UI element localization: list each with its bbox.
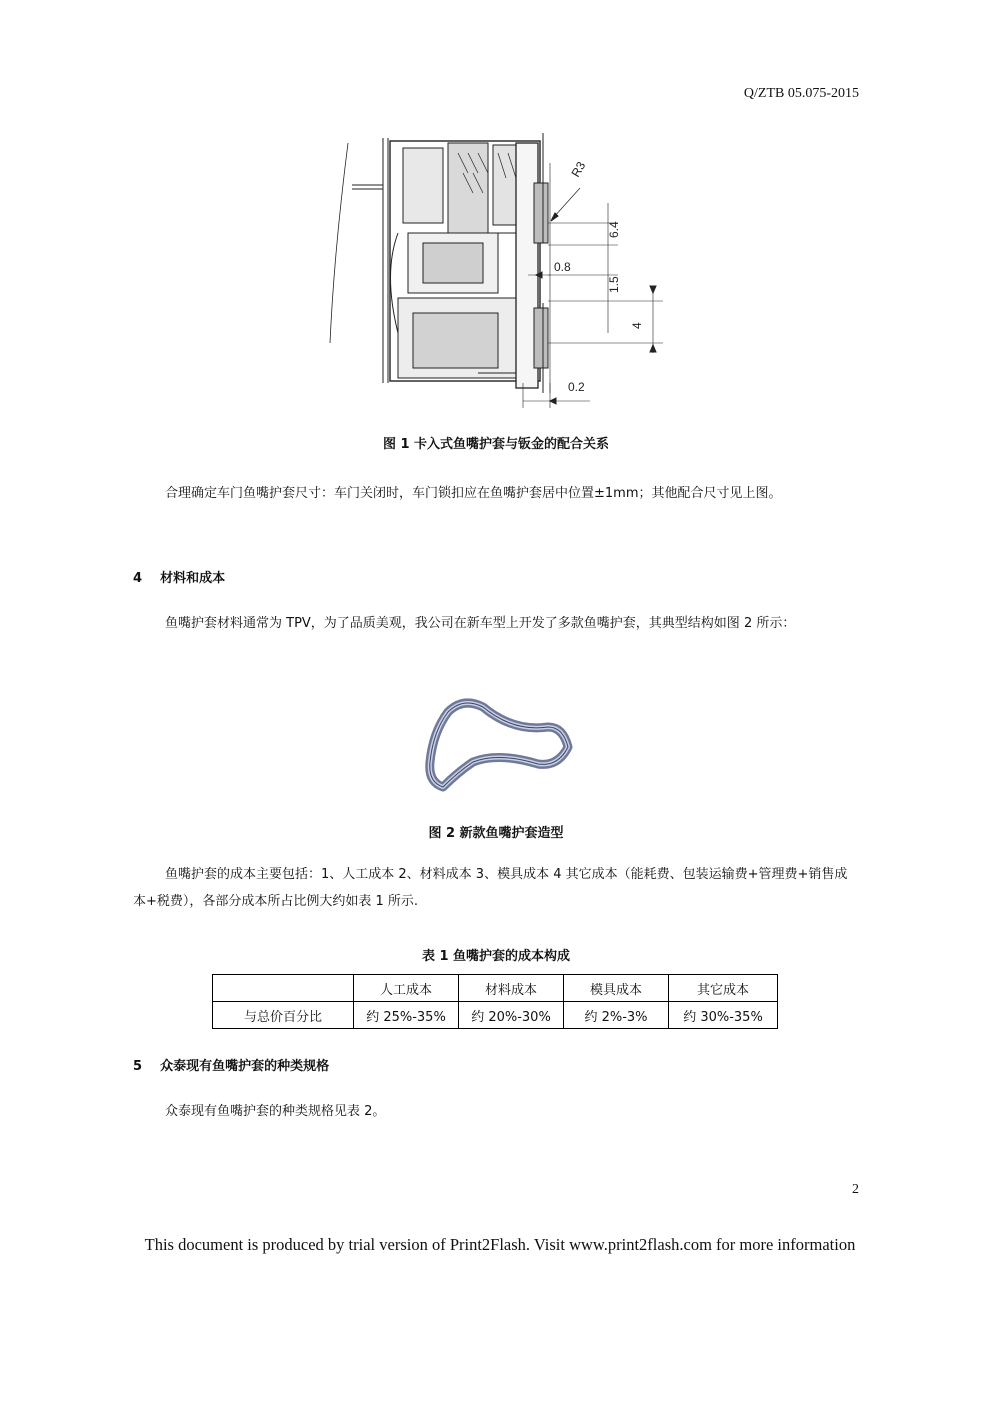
- table-header-cell: 材料成本: [459, 975, 564, 1002]
- paragraph-specs: 众泰现有鱼嘴护套的种类规格见表 2。: [165, 1104, 386, 1119]
- figure-2-sheath-image: [418, 692, 578, 802]
- section-4-heading: [133, 567, 225, 586]
- table-header-cell: [213, 975, 354, 1002]
- dim-0-2: 0.2: [568, 380, 585, 394]
- section-4-number: 4: [133, 571, 143, 586]
- section-5-number: 5: [133, 1059, 143, 1074]
- table-cell: 约 20%-30%: [459, 1002, 564, 1029]
- figure-2-caption: 图 2 新款鱼嘴护套造型: [428, 826, 564, 841]
- table-row: [213, 1002, 778, 1029]
- table-cell: 约 25%-35%: [354, 1002, 459, 1029]
- section-5-heading: [133, 1055, 329, 1074]
- document-id: Q/ZTB 05.075-2015: [743, 86, 859, 101]
- table-cell: 约 2%-3%: [564, 1002, 669, 1029]
- dim-4: 4: [630, 322, 644, 329]
- table-header-cell: 人工成本: [354, 975, 459, 1002]
- cost-table: [212, 974, 778, 1029]
- paragraph-dimensions: 合理确定车门鱼嘴护套尺寸：车门关闭时，车门锁扣应在鱼嘴护套居中位置±1mm；其他配合尺寸见上图。: [165, 486, 782, 501]
- trial-notice: This document is produced by trial version of Print2Flash. Visit www.print2flash.com for more information: [144, 1235, 856, 1254]
- figure-1-drawing: [328, 133, 668, 413]
- table-cell: 与总价百分比: [213, 1002, 354, 1029]
- section-4-title: 材料和成本: [160, 571, 226, 586]
- page-number: 2: [852, 1182, 859, 1197]
- dim-6-4: 6.4: [607, 221, 621, 238]
- table-header-cell: 模具成本: [564, 975, 669, 1002]
- paragraph-cost: 鱼嘴护套的成本主要包括：1、人工成本 2、材料成本 3、模具成本 4 其它成本（能耗费、包装运输费+管理费+销售成本+税费），各部分成本所占比例大约如表 1 所示.: [133, 867, 848, 909]
- section-5-title: 众泰现有鱼嘴护套的种类规格: [160, 1059, 330, 1074]
- dim-0-8: 0.8: [554, 260, 571, 274]
- paragraph-materials: 鱼嘴护套材料通常为 TPV，为了品质美观，我公司在新车型上开发了多款鱼嘴护套，其典型结构如图 2 所示：: [165, 616, 796, 631]
- table-header-cell: 其它成本: [669, 975, 778, 1002]
- table-cell: 约 30%-35%: [669, 1002, 778, 1029]
- dim-1-5: 1.5: [607, 276, 621, 293]
- table-1-caption: 表 1 鱼嘴护套的成本构成: [421, 949, 571, 964]
- table-header-row: [213, 975, 778, 1002]
- dim-r3: R3: [568, 159, 589, 180]
- figure-1-caption: 图 1 卡入式鱼嘴护套与钣金的配合关系: [382, 437, 610, 452]
